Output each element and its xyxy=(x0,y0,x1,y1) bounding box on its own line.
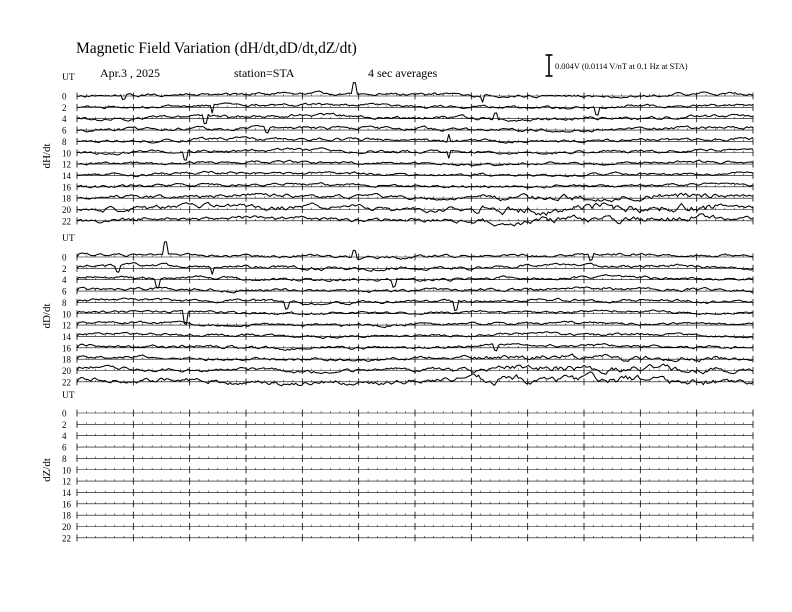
row-label-22: 22 xyxy=(62,377,71,388)
row-label-22: 22 xyxy=(62,533,71,544)
row-label-12: 12 xyxy=(62,159,71,170)
row-label-2: 2 xyxy=(62,419,67,430)
scale-note: 0.004V (0.0114 V/nT at 0.1 Hz at STA) xyxy=(555,62,688,71)
panels-group xyxy=(41,73,753,543)
chart-title: Magnetic Field Variation (dH/dt,dD/dt,dZ/dt) xyxy=(76,40,357,57)
row-label-10: 10 xyxy=(62,148,71,159)
date-label: Apr.3 , 2025 xyxy=(100,66,160,80)
row-label-20: 20 xyxy=(62,522,71,532)
panel-3-ut-label: UT xyxy=(62,391,75,401)
row-label-14: 14 xyxy=(62,331,71,342)
row-label-6: 6 xyxy=(62,442,67,453)
row-label-8: 8 xyxy=(62,297,67,308)
row-label-16: 16 xyxy=(62,499,71,510)
row-label-4: 4 xyxy=(62,431,67,442)
row-label-12: 12 xyxy=(62,476,71,487)
row-label-0: 0 xyxy=(62,91,67,102)
row-label-20: 20 xyxy=(62,205,71,215)
row-label-22: 22 xyxy=(62,216,71,227)
row-label-12: 12 xyxy=(62,320,71,331)
row-label-18: 18 xyxy=(62,193,71,204)
row-label-8: 8 xyxy=(62,453,67,464)
row-label-10: 10 xyxy=(62,465,71,476)
row-label-0: 0 xyxy=(62,252,67,263)
row-label-14: 14 xyxy=(62,487,71,498)
row-label-18: 18 xyxy=(62,354,71,365)
row-label-0: 0 xyxy=(62,408,67,419)
row-label-18: 18 xyxy=(62,510,71,521)
row-label-16: 16 xyxy=(62,343,71,354)
panel-2 xyxy=(41,234,753,387)
row-label-6: 6 xyxy=(62,125,67,136)
row-label-2: 2 xyxy=(62,263,67,274)
panel-2-ylabel: dD/dt xyxy=(41,303,53,329)
row-label-8: 8 xyxy=(62,136,67,147)
row-label-14: 14 xyxy=(62,170,71,181)
scale-bar xyxy=(546,55,553,76)
row-label-16: 16 xyxy=(62,182,71,193)
panel-1-ylabel: dH/dt xyxy=(41,143,53,169)
row-label-2: 2 xyxy=(62,102,67,113)
row-label-4: 4 xyxy=(62,275,67,286)
station-label: station=STA xyxy=(234,66,295,80)
panel-3-ylabel: dZ/dt xyxy=(41,458,53,482)
panel-1 xyxy=(41,73,753,226)
row-label-4: 4 xyxy=(62,114,67,125)
row-label-20: 20 xyxy=(62,366,71,376)
row-label-6: 6 xyxy=(62,286,67,297)
panel-3 xyxy=(41,391,753,543)
averaging-label: 4 sec averages xyxy=(368,66,438,80)
panel-1-ut-label: UT xyxy=(62,73,75,83)
panel-2-ut-label: UT xyxy=(62,234,75,244)
row-label-10: 10 xyxy=(62,309,71,320)
